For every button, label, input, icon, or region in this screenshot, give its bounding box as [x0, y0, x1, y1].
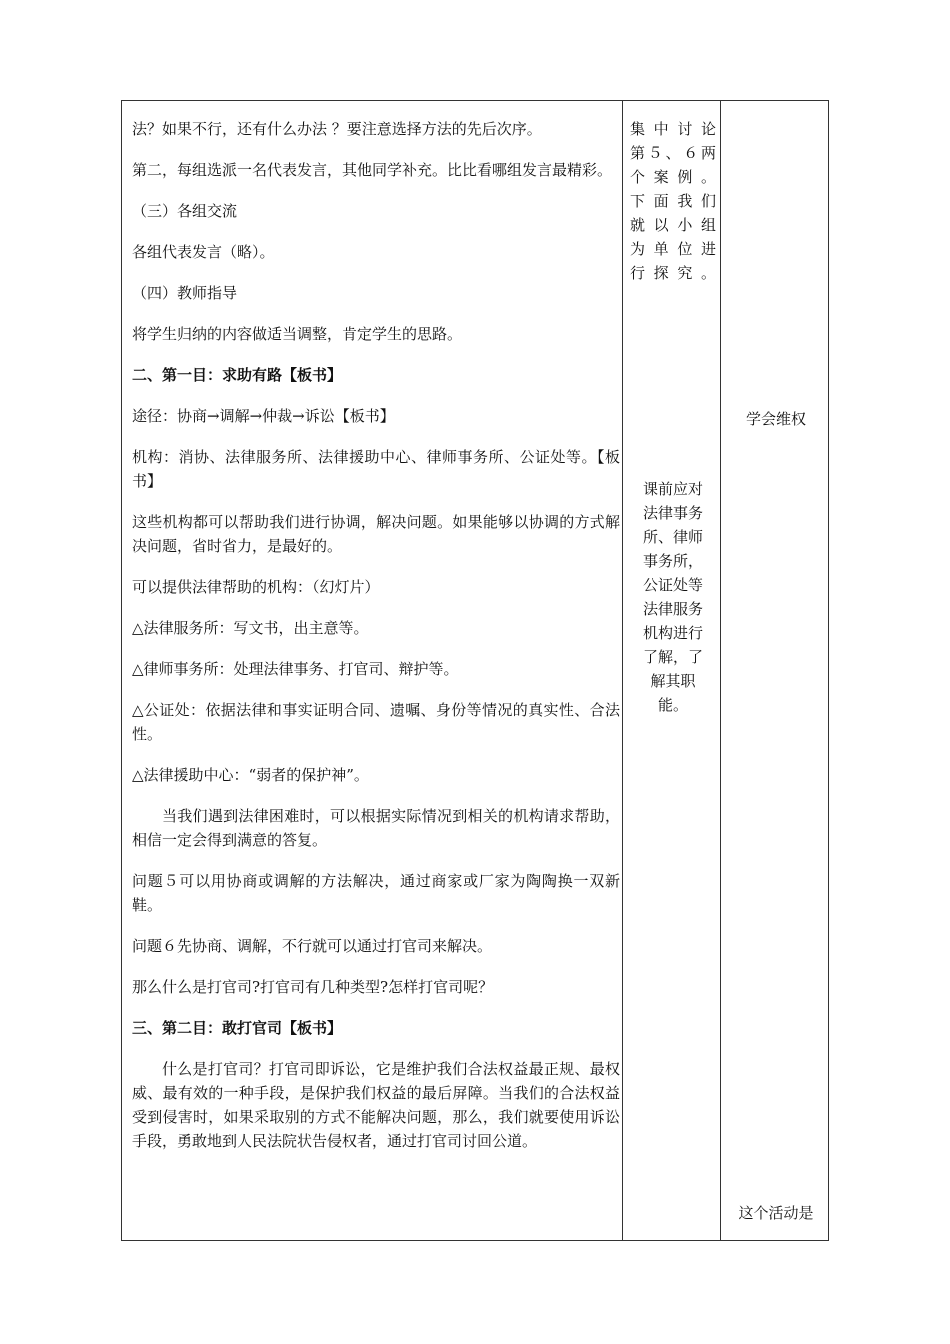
note-line: 了解，了: [642, 648, 703, 666]
content-paragraph: 问题５可以用协商或调解的方法解决，通过商家或厂家为陶陶换一双新鞋。: [132, 872, 620, 914]
note-line: 机构进行: [642, 624, 703, 642]
content-paragraph: 当我们遇到法律困难时，可以根据实际情况到相关的机构请求帮助，相信一定会得到满意的答复。: [132, 807, 620, 849]
design-intent-note: [724, 407, 828, 431]
content-paragraph: 什么是打官司？打官司即诉讼，它是维护我们合法权益最正规、最权威、最有效的一种手段，是保护我们权益的最后屏障。当我们的合法权益受到侵害时，如果采取别的方式不能解决问题，那么，我们就要使用诉讼手段，勇敢地到人民法院状告侵权者，通过打官司讨回公道。: [132, 1060, 620, 1150]
content-paragraph: 可以提供法律帮助的机构：（幻灯片）: [132, 578, 380, 596]
content-paragraph: 各组代表发言（略）。: [132, 243, 275, 261]
column-divider: [622, 101, 623, 1240]
note-line: 下面我们: [630, 192, 716, 210]
note-line: 公证处等: [642, 576, 703, 594]
note-line: 法律服务: [642, 600, 703, 618]
note-line: 所、律师: [642, 528, 703, 546]
note-line: 能。: [657, 696, 688, 714]
content-paragraph: 机构：消协、法律服务所、法律援助中心、律师事务所、公证处等。【板书】: [132, 448, 620, 490]
note-line: 法律事务: [642, 504, 703, 522]
content-paragraph: 将学生归纳的内容做适当调整，肯定学生的思路。: [132, 325, 463, 343]
section-heading: 二、第一目：求助有路【板书】: [132, 366, 343, 384]
student-activity-column: [630, 117, 716, 714]
note-line: 第５、６两: [630, 144, 716, 162]
note-line: 就以小组: [630, 216, 716, 234]
column-divider: [720, 101, 721, 1240]
content-paragraph: （四）教师指导: [132, 284, 238, 302]
note-line: 解其职: [650, 672, 696, 690]
content-paragraph: 途径：协商→调解→仲裁→诉讼【板书】: [132, 407, 395, 425]
design-intent-text-2: 这个活动是: [738, 1204, 814, 1222]
content-paragraph: 第二，每组选派一名代表发言，其他同学补充。比比看哪组发言最精彩。: [132, 161, 613, 179]
content-paragraph: △律师事务所：处理法律事务、打官司、辩护等。: [132, 660, 459, 678]
section-heading: 三、第二目：敢打官司【板书】: [132, 1019, 343, 1037]
content-paragraph: 那么什么是打官司?打官司有几种类型?怎样打官司呢？: [132, 978, 494, 996]
note-line: 事务所，: [642, 552, 703, 570]
content-paragraph: △法律服务所：写文书，出主意等。: [132, 619, 369, 637]
content-paragraph: 这些机构都可以帮助我们进行协调，解决问题。如果能够以协调的方式解决问题，省时省力，是最好的。: [132, 513, 620, 555]
preparation-note: [630, 477, 716, 717]
content-paragraph: △法律援助中心：“弱者的保护神”。: [132, 766, 369, 784]
group-discussion-note: [630, 117, 716, 285]
content-paragraph: 法？如果不行，还有什么办法 ？要注意选择方法的先后次序。: [132, 120, 542, 138]
content-paragraph: 问题６先协商、调解，不行就可以通过打官司来解决。: [132, 937, 493, 955]
teaching-content-column: [132, 117, 620, 1170]
note-line: 集中讨论: [630, 120, 716, 138]
note-line: 行探究。: [630, 264, 716, 282]
design-intent-text: 学会维权: [745, 410, 806, 428]
content-paragraph: （三）各组交流: [132, 202, 238, 220]
note-line: 为单位进: [630, 240, 716, 258]
note-line: 个案例。: [630, 168, 716, 186]
content-paragraph: △公证处：依据法律和事实证明合同、遗嘱、身份等情况的真实性、合法性。: [132, 701, 620, 743]
note-line: 课前应对: [642, 480, 703, 498]
lesson-plan-table: [121, 100, 829, 1241]
design-intent-note-2: [724, 1201, 828, 1225]
